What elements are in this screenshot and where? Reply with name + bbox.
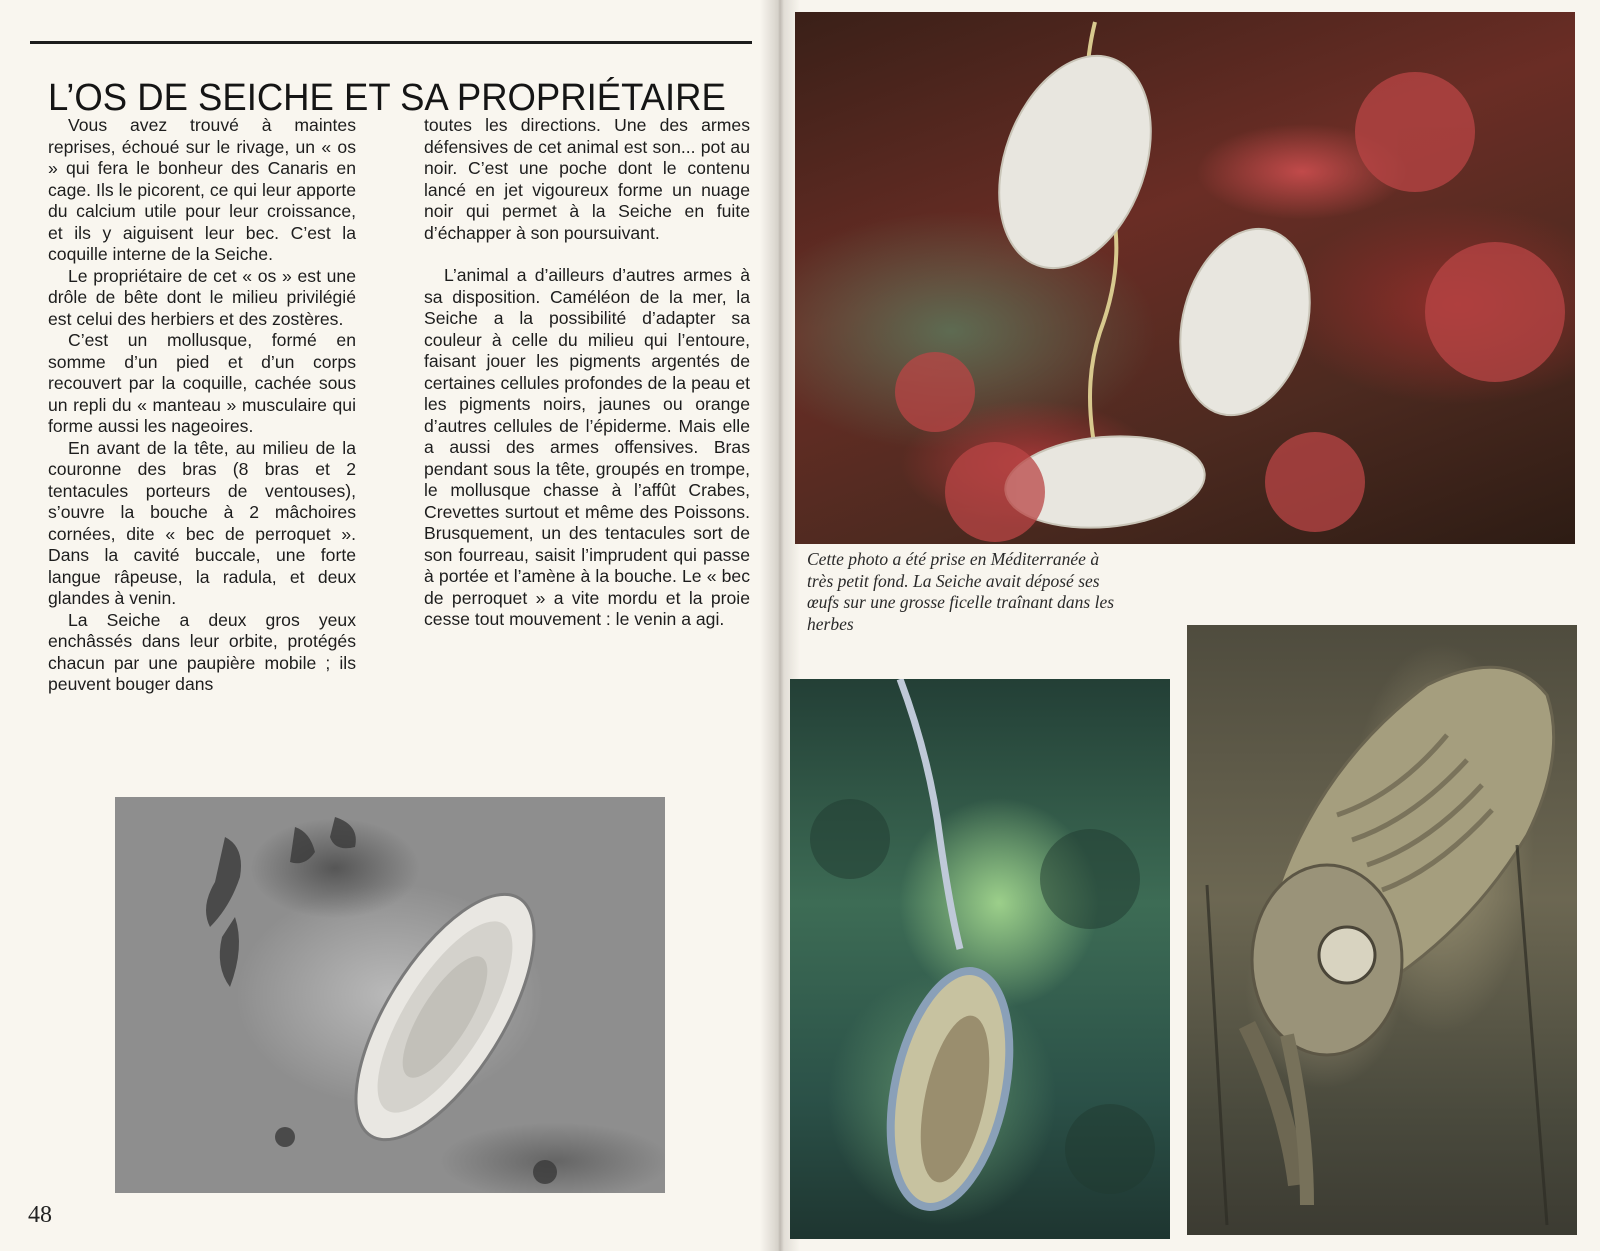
title-rule — [30, 41, 752, 44]
photo-caption: Cette photo a été prise en Méditerranée à très petit fond. La Seiche avait déposé ses œufs sur une grosse ficelle traînant dans les herbes — [807, 549, 1115, 634]
cuttlefish-string-photo — [790, 679, 1170, 1239]
text-column-right — [424, 115, 750, 631]
cuttlebone-photo — [115, 797, 665, 1193]
paragraph: C’est un mollusque, formé en somme d’un pied et d’un corps recouvert par la coquille, cachée sous un repli du « manteau » musculaire qui forme aussi les nageoires. — [48, 330, 356, 436]
page-title: L’OS DE SEICHE ET SA PROPRIÉTAIRE — [48, 77, 726, 120]
paragraph: L’animal a d’ailleurs d’autres armes à sa disposition. Caméléon de la mer, la Seiche a la possibilité d’adapter sa couleur à celle du milieu qui l’entoure, faisant jouer les pigments argentés de certaines cellules profondes de la peau et les pigments noirs, jaunes ou orange d’autres cellules de l’épiderme. Mais elle a aussi des armes offensives. Bras pendant sous la tête, groupés en trompe, le mollusque chasse à l’affût Crabes, Crevettes surtout et même des Poissons. Brusquement, un des tentacules sort de son fourreau, saisit l’imprudent qui passe à portée et l’amène à la bouche. Le « bec de perroquet » a vite mordu et la proie cesse tout mouvement : le venin a agi. — [424, 265, 750, 629]
cuttlefish-eggs-photo — [795, 12, 1575, 544]
page-number: 48 — [28, 1202, 52, 1228]
paragraph: En avant de la tête, au milieu de la couronne des bras (8 bras et 2 tentacules porteurs de ventouses), s’ouvre la bouche à 2 mâchoires cornées, dite « bec de perroquet ». Dans la cavité buccale, une forte langue râpeuse, la radula, et deux glandes à venin. — [48, 437, 356, 608]
paragraph: Le propriétaire de cet « os » est une drôle de bête dont le milieu privilégié est celui des herbiers et des zostères. — [48, 265, 356, 329]
paragraph: Vous avez trouvé à maintes reprises, échoué sur le rivage, un « os » qui fera le bonheur des Canaris en cage. Ils le picorent, ce qui leur apporte du calcium utile pour leur croissance, et ils y aiguisent leur bec. C’est la coquille interne de la Seiche. — [48, 115, 356, 264]
paragraph: La Seiche a deux gros yeux enchâssés dans leur orbite, protégés chacun par une paupière mobile ; ils peuvent bouger dans — [48, 609, 356, 694]
paragraph: toutes les directions. Une des armes défensives de cet animal est son... pot au noir. C’est une poche dont le contenu lancé en jet vigoureux forme un nuage noir qui permet à la Seiche en fuite d’échapper à son poursuivant. — [424, 115, 750, 243]
text-column-left — [48, 115, 356, 696]
cuttlefish-photo — [1187, 625, 1577, 1235]
